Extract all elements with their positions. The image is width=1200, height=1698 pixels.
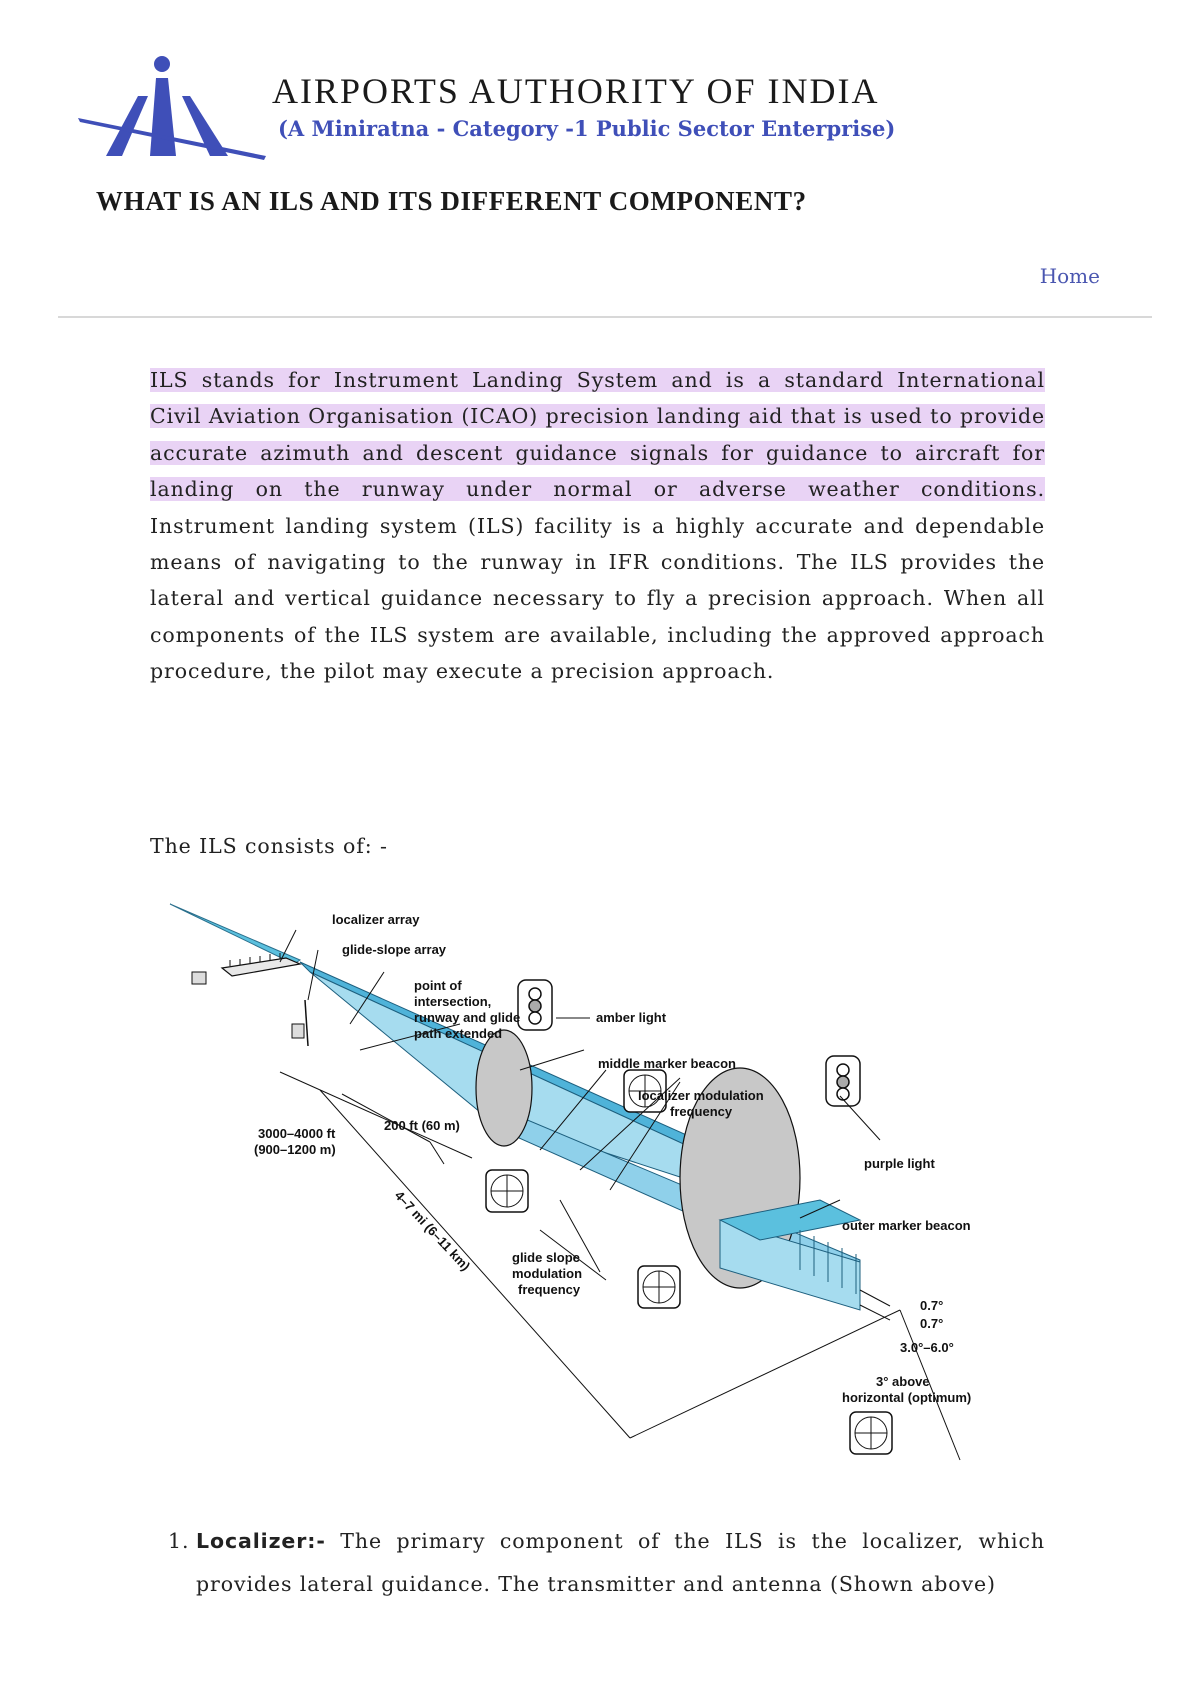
- highlighted-definition: ILS stands for Instrument Landing System and is a standard International Civil Aviation Organisation (ICAO) precision landing aid that is used to provide accurate azimuth and descent guidance signals for guidance to aircraft for landing on the runway under normal or adverse weather conditions.: [150, 368, 1045, 502]
- label-localizer-array: localizer array: [332, 912, 420, 927]
- label-middle-marker: middle marker beacon: [598, 1056, 736, 1071]
- label-loc-mod-2: frequency: [670, 1104, 733, 1119]
- header-divider: [58, 316, 1152, 318]
- org-name: AIRPORTS AUTHORITY OF INDIA: [272, 71, 880, 111]
- list-number: 1.: [168, 1529, 190, 1553]
- intro-paragraph: [150, 362, 1045, 690]
- label-intersection-4: path extended: [414, 1026, 503, 1041]
- label-above-2: horizontal (optimum): [842, 1390, 972, 1405]
- aai-logo-icon: [78, 56, 268, 168]
- label-height-200: 200 ft (60 m): [384, 1118, 460, 1133]
- intro-rest: Instrument landing system (ILS) facility is a highly accurate and dependable means of navigating to the runway in IFR conditions. The ILS provides the lateral and vertical guidance necessary to fly a precision approach. When all components of the ILS system are available, including the approved approach procedure, the pilot may execute a precision approach.: [150, 513, 1045, 684]
- page-title: WHAT IS AN ILS AND ITS DIFFERENT COMPONENT?: [96, 186, 807, 216]
- home-link[interactable]: Home: [1039, 264, 1100, 288]
- label-amber-light: amber light: [596, 1010, 667, 1025]
- ils-diagram: [160, 900, 1040, 1480]
- ils-components-list: [150, 1520, 1045, 1606]
- org-subtitle: (A Miniratna - Category -1 Public Sector Enterprise): [278, 116, 896, 141]
- label-purple-light: purple light: [864, 1156, 935, 1171]
- label-outer-marker: outer marker beacon: [842, 1218, 971, 1233]
- label-above-1: 3° above: [876, 1374, 930, 1389]
- label-loc-mod-1: localizer modulation: [638, 1088, 764, 1103]
- label-intersection-1: point of: [414, 978, 462, 993]
- label-dist-2: (900–1200 m): [254, 1142, 336, 1157]
- label-range-4-7: 4–7 mi (6–11 km): [391, 1187, 474, 1274]
- label-gs-mod-2: modulation: [512, 1266, 583, 1281]
- ils-diagram-svg: [160, 900, 1040, 1480]
- intro-section: [150, 362, 1045, 690]
- component-text: The primary component of the ILS is the localizer, which provides lateral guidance. The transmitter and antenna (Shown above): [196, 1529, 1045, 1596]
- label-dist-1: 3000–4000 ft: [258, 1126, 336, 1141]
- label-gs-mod-1: glide slope: [512, 1250, 580, 1265]
- label-gs-mod-3: frequency: [518, 1282, 581, 1297]
- consists-label: The ILS consists of: -: [150, 834, 388, 858]
- label-angle-07a: 0.7°: [920, 1298, 944, 1313]
- component-term: Localizer:-: [196, 1529, 326, 1553]
- label-intersection-3: runway and glide: [414, 1010, 521, 1025]
- label-angle-07b: 0.7°: [920, 1316, 944, 1331]
- label-glide-slope-array: glide-slope array: [342, 942, 447, 957]
- label-intersection-2: intersection,: [414, 994, 492, 1009]
- list-item: [150, 1520, 1045, 1606]
- label-angle-3-6: 3.0°–6.0°: [900, 1340, 954, 1355]
